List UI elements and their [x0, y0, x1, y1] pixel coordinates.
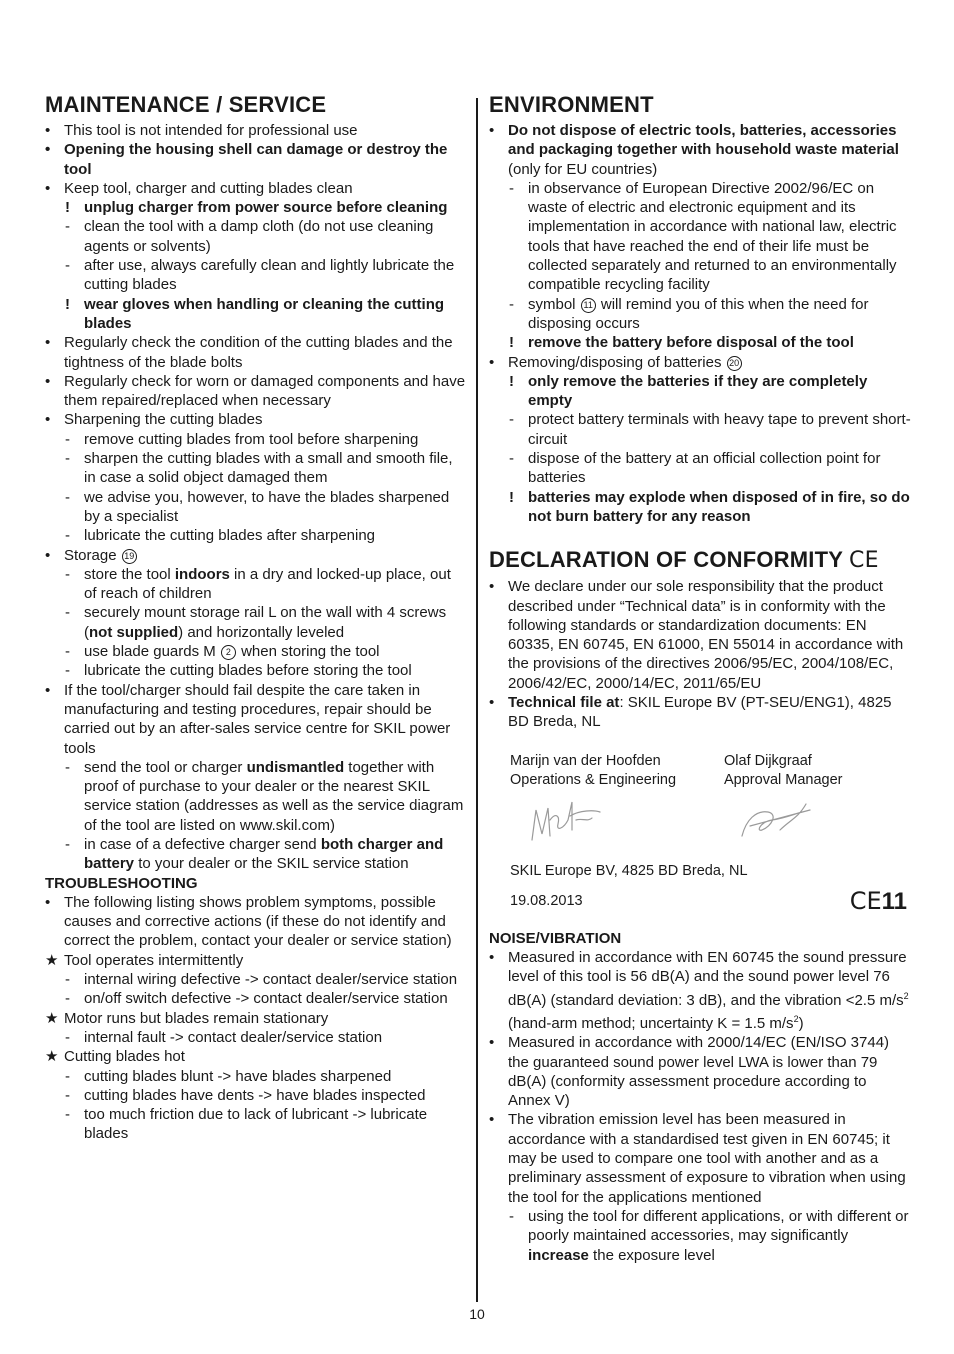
- bullet-marker: •: [45, 372, 51, 390]
- dash-marker: -: [509, 411, 514, 429]
- left-column: [45, 91, 467, 1144]
- sub-item: - internal wiring defective -> contact dealer/service station: [65, 971, 458, 989]
- sub-item: - send the tool or charger undismantled together with proof of purchase to your dealer or the nearest SKIL service station (addresses as well as the service diagram of the tool are listed on www.skil.com): [65, 758, 464, 834]
- signatory-name: Marijn van der Hoofden: [510, 752, 661, 769]
- environment-heading: ENVIRONMENT: [489, 92, 654, 117]
- bullet-marker: •: [45, 334, 51, 352]
- handwritten-signatures: [510, 790, 930, 860]
- warning-marker: !: [65, 199, 70, 217]
- declaration-date: 19.08.2013: [510, 892, 583, 909]
- dash-marker: -: [65, 1028, 70, 1046]
- dash-marker: -: [65, 604, 70, 622]
- sub-item: - in observance of European Directive 2002/96/EC on waste of electric and electronic equipment and its implementation in accordance with national law, electric tools that have reached the end of their life must be collected separately and returned to an environmentally compatible recycling facility: [509, 179, 897, 294]
- warning-item: ! batteries may explode when disposed of in fire, so do not burn battery for any reason: [509, 488, 910, 525]
- list-item: • The following listing shows problem symptoms, possible causes and corrective actions (if these do not identify and correct the problem, contact your dealer or service station): [45, 893, 452, 950]
- bullet-marker: •: [489, 949, 495, 967]
- sub-item: - using the tool for different applications, or with different or poorly maintained accessories, may significantly increase the exposure level: [509, 1207, 909, 1264]
- dash-marker: -: [65, 971, 70, 989]
- warning-marker: !: [509, 334, 514, 352]
- signatures: [510, 790, 911, 860]
- bullet-marker: •: [489, 1034, 495, 1052]
- bullet-marker: •: [489, 694, 495, 712]
- signature-2: [742, 804, 810, 836]
- problem-item: ★ Cutting blades hot: [45, 1048, 185, 1066]
- dash-marker: -: [65, 1086, 70, 1104]
- warning-marker: !: [509, 372, 514, 390]
- sub-item: - too much friction due to lack of lubricant -> lubricate blades: [65, 1106, 428, 1143]
- maintenance-heading: MAINTENANCE / SERVICE: [45, 92, 327, 117]
- sub-item: - internal fault -> contact dealer/service station: [65, 1028, 383, 1046]
- dash-marker: -: [65, 990, 70, 1008]
- sub-item: - cutting blades blunt -> have blades sharpened: [65, 1067, 392, 1085]
- sub-item: - store the tool indoors in a dry and locked-up place, out of reach of children: [65, 565, 451, 603]
- ce-mark-icon: CE: [849, 886, 882, 915]
- sub-item: - lubricate the cutting blades after sharpening: [65, 527, 376, 545]
- dash-marker: -: [65, 450, 70, 468]
- dash-marker: -: [65, 488, 70, 506]
- dash-marker: -: [65, 1106, 70, 1124]
- bullet-marker: •: [45, 411, 51, 429]
- figure-ref-20: 20: [727, 356, 742, 371]
- sub-item: - on/off switch defective -> contact dealer/service station: [65, 990, 448, 1008]
- bullet-marker: •: [45, 681, 51, 699]
- problem-item: ★ Motor runs but blades remain stationary: [45, 1009, 329, 1027]
- bullet-marker: •: [45, 546, 51, 564]
- dash-marker: -: [65, 527, 70, 545]
- date-line: [510, 886, 911, 915]
- list-item: • Do not dispose of electric tools, batteries, accessories and packaging together with household waste material (only for EU countries): [489, 122, 899, 178]
- bullet-marker: •: [45, 179, 51, 197]
- dash-marker: -: [509, 1207, 514, 1225]
- warning-item: ! unplug charger from power source before cleaning: [65, 199, 448, 217]
- list-item: • Removing/disposing of batteries 20: [489, 353, 911, 372]
- address-line: SKIL Europe BV, 4825 BD Breda, NL: [510, 863, 748, 880]
- dash-marker: -: [65, 565, 70, 583]
- sub-item: - in case of a defective charger send both charger and battery to your dealer or the SKIL service station: [65, 835, 444, 873]
- bullet-marker: •: [489, 1111, 495, 1129]
- sub-item: - dispose of the battery at an official collection point for batteries: [509, 450, 881, 487]
- warning-marker: !: [509, 488, 514, 506]
- ce-mark-icon: CE: [849, 548, 879, 574]
- noise-heading: NOISE/VIBRATION: [489, 929, 622, 947]
- dash-marker: -: [509, 450, 514, 468]
- signature-1: [532, 802, 600, 840]
- signatory-role: Approval Manager: [724, 771, 843, 788]
- star-icon: ★: [45, 951, 59, 969]
- page-number: 10: [469, 1306, 485, 1322]
- dash-marker: -: [509, 179, 514, 197]
- star-icon: ★: [45, 1009, 59, 1027]
- problem-item: ★ Tool operates intermittently: [45, 951, 244, 969]
- list-item: • This tool is not intended for professional use: [45, 122, 358, 139]
- warning-item: ! remove the battery before disposal of the tool: [509, 334, 854, 352]
- column-divider: [476, 98, 478, 1302]
- bullet-marker: •: [489, 353, 495, 371]
- warning-item: ! only remove the batteries if they are completely empty: [509, 372, 868, 410]
- list-item: • Regularly check for worn or damaged components and have them repaired/replaced when necessary: [45, 372, 466, 410]
- sub-item: - protect battery terminals with heavy tape to prevent short-circuit: [509, 411, 911, 448]
- sub-item: - clean the tool with a damp cloth (do not use cleaning agents or solvents): [65, 218, 434, 255]
- list-item: • Opening the housing shell can damage or destroy the tool: [45, 141, 448, 178]
- figure-ref-11: 11: [581, 298, 596, 313]
- sub-item: - remove cutting blades from tool before sharpening: [65, 430, 419, 448]
- conformity-heading: DECLARATION OF CONFORMITY CE: [489, 547, 879, 574]
- sub-item: - sharpen the cutting blades with a small and smooth file, in case a solid object damaged them: [65, 450, 453, 487]
- dash-marker: -: [65, 835, 70, 853]
- dash-marker: -: [65, 643, 70, 661]
- list-item: • We declare under our sole responsibility that the product described under “Technical data” is in conformity with the following standards or standardization documents: EN 60335, EN 60745, EN 61000, EN 55014 in accordance with the provisions of the directives 2006/95/EC, 2004/108/EC, 2006/42/EC, 2000/14/EC, 2011/65/EU: [489, 578, 904, 692]
- signatory-2: [724, 752, 843, 791]
- dash-marker: -: [65, 218, 70, 236]
- list-item: • Keep tool, charger and cutting blades clean: [45, 179, 353, 197]
- sub-item: - we advise you, however, to have the blades sharpened by a specialist: [65, 488, 450, 525]
- list-item: • Measured in accordance with 2000/14/EC (EN/ISO 3744) the guaranteed sound power level LWA is lower than 79 dB(A) (conformity assessment procedure according to Annex V): [489, 1034, 890, 1110]
- list-item: • Regularly check the condition of the cutting blades and the tightness of the blade bolts: [45, 334, 453, 371]
- bullet-marker: •: [45, 122, 51, 139]
- sub-item: - after use, always carefully clean and lightly lubricate the cutting blades: [65, 257, 455, 294]
- bullet-marker: •: [45, 141, 51, 159]
- list-item: • Measured in accordance with EN 60745 the sound pressure level of this tool is 56 dB(A) and the sound power level 76 dB(A) (standard deviation: 3 dB), and the vibration <2.5 $m/s^2$ (hand-arm method; uncertainty K = 1.5 $m/s^2$): [489, 949, 909, 1032]
- dash-marker: -: [65, 430, 70, 448]
- troubleshooting-heading: TROUBLESHOOTING: [45, 874, 198, 892]
- dash-marker: -: [65, 662, 70, 680]
- figure-ref-2: 2: [221, 645, 236, 660]
- signatory-role: Operations & Engineering: [510, 771, 677, 788]
- sub-item: - symbol 11 will remind you of this when the need for disposing occurs: [509, 295, 869, 332]
- list-item: • Sharpening the cutting blades: [45, 411, 263, 429]
- list-item: • The vibration emission level has been measured in accordance with a standardised test given in EN 60745; it may be used to compare one tool with another and as a preliminary assessment of exposure to vibration when using the tool for the applications mentioned: [489, 1111, 906, 1206]
- ce-certification-mark: CE11: [849, 886, 907, 915]
- warning-marker: !: [65, 295, 70, 313]
- sub-item: - securely mount storage rail L on the wall with 4 screws (not supplied) and horizontally leveled: [65, 604, 447, 641]
- star-icon: ★: [45, 1048, 59, 1066]
- right-column: [489, 91, 911, 1265]
- dash-marker: -: [65, 1067, 70, 1085]
- list-item: • If the tool/charger should fail despite the care taken in manufacturing and testing procedures, repair should be carried out by an after-sales service centre for SKIL power tools: [45, 681, 451, 757]
- list-item: • Technical file at: SKIL Europe BV (PT-SEU/ENG1), 4825 BD Breda, NL: [489, 694, 892, 731]
- dash-marker: -: [65, 257, 70, 275]
- figure-ref-19: 19: [122, 549, 137, 564]
- list-item: • Storage 19: [45, 546, 467, 565]
- sub-item: - lubricate the cutting blades before storing the tool: [65, 662, 412, 680]
- dash-marker: -: [509, 295, 514, 313]
- dash-marker: -: [65, 758, 70, 776]
- sub-item: - use blade guards M 2 when storing the tool: [65, 643, 380, 661]
- bullet-marker: •: [45, 893, 51, 911]
- bullet-marker: •: [489, 122, 495, 139]
- signatory-name: Olaf Dijkgraaf: [724, 752, 812, 769]
- signatories: [510, 752, 911, 791]
- bullet-marker: •: [489, 578, 495, 596]
- warning-item: ! wear gloves when handling or cleaning the cutting blades: [65, 295, 445, 332]
- signatory-1: [510, 752, 724, 791]
- sub-item: - cutting blades have dents -> have blades inspected: [65, 1086, 426, 1104]
